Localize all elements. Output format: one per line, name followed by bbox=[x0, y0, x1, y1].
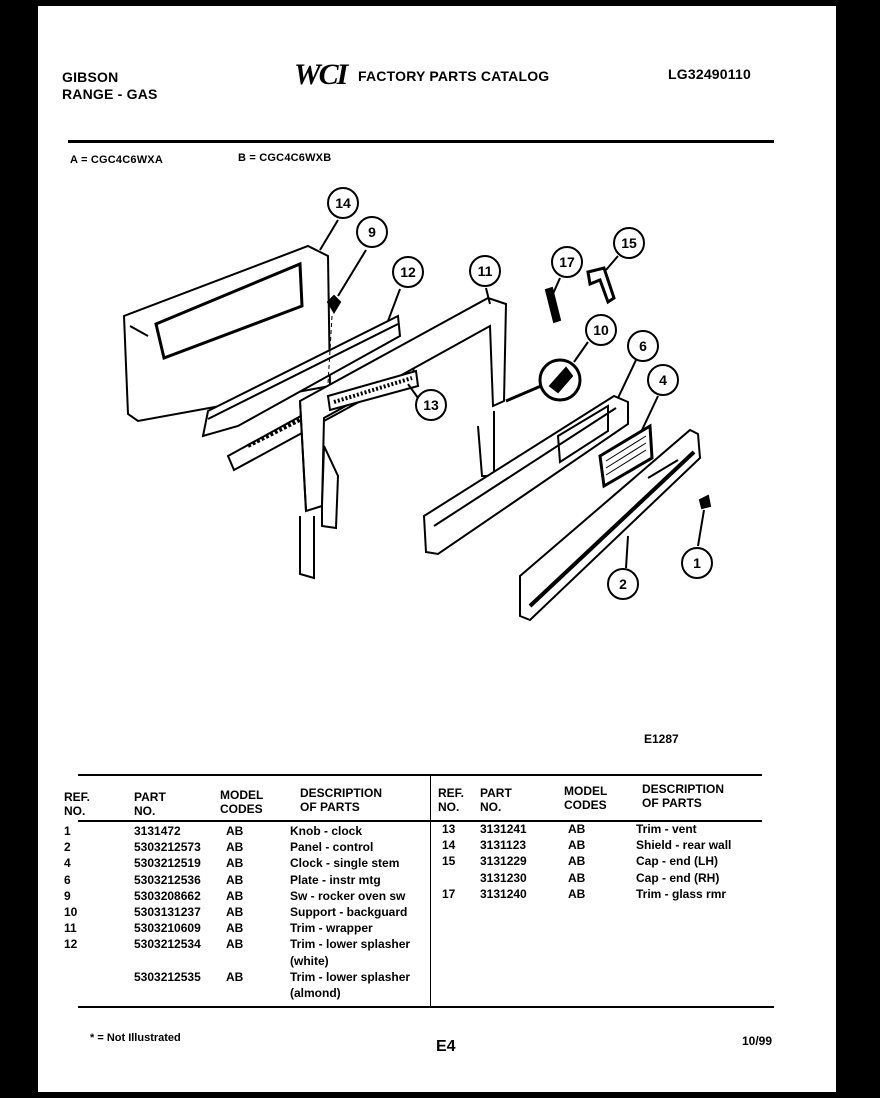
catalog-page bbox=[38, 6, 836, 1092]
table-row-desc: Sw - rocker oven sw bbox=[290, 888, 406, 903]
col-ref-header-right: REF. bbox=[438, 786, 465, 800]
model-b-label: B = CGC4C6WXB bbox=[238, 152, 332, 164]
col-model-header-2: CODES bbox=[220, 802, 263, 816]
table-row-codes: AB bbox=[568, 838, 586, 853]
end-cap-part bbox=[588, 268, 614, 302]
table-row-part: 5303131237 bbox=[134, 905, 201, 919]
table-row-ref: 14 bbox=[442, 838, 456, 853]
table-row-desc: Panel - control bbox=[290, 840, 374, 855]
table-bottom-rule bbox=[78, 1006, 774, 1008]
svg-text:11: 11 bbox=[477, 263, 493, 279]
table-row-desc: Trim - wrapper bbox=[290, 921, 373, 936]
col-desc-header-2: OF PARTS bbox=[300, 800, 360, 814]
table-row-desc: Trim - lower splasher bbox=[290, 969, 411, 984]
table-row-part: 5303212573 bbox=[134, 840, 201, 855]
col-part-header-2: NO. bbox=[134, 804, 156, 818]
page-number: E4 bbox=[436, 1038, 456, 1055]
table-row-codes: AB bbox=[568, 822, 586, 836]
table-row-part: 3131240 bbox=[480, 886, 527, 901]
svg-text:17: 17 bbox=[559, 254, 575, 270]
callout-2 bbox=[608, 536, 638, 599]
table-row-part: 5303210609 bbox=[134, 921, 201, 936]
figure-code: E1287 bbox=[644, 732, 679, 746]
model-a-label: A = CGC4C6WXA bbox=[70, 154, 163, 166]
table-row-part: 5303212535 bbox=[134, 969, 201, 984]
table-row-desc: Trim - glass rmr bbox=[636, 886, 727, 901]
brand-name: GIBSON bbox=[62, 69, 119, 85]
table-row-codes: AB bbox=[226, 888, 244, 903]
callout-12 bbox=[388, 257, 423, 321]
svg-text:10: 10 bbox=[593, 322, 609, 338]
table-row-desc: Plate - instr mtg bbox=[290, 872, 381, 887]
support-backguard-part bbox=[506, 360, 580, 401]
table-row-codes: AB bbox=[568, 854, 586, 869]
svg-text:2: 2 bbox=[619, 576, 627, 592]
svg-text:1: 1 bbox=[693, 555, 701, 571]
svg-text:6: 6 bbox=[639, 338, 647, 354]
table-row-desc: Trim - vent bbox=[636, 822, 697, 836]
table-row-desc: Cap - end (RH) bbox=[636, 870, 720, 885]
table-row-part: 3131230 bbox=[480, 870, 527, 885]
table-row-part: 5303208662 bbox=[134, 888, 201, 903]
table-row-desc: (white) bbox=[290, 953, 329, 968]
callout-9 bbox=[338, 217, 387, 296]
svg-text:4: 4 bbox=[659, 372, 667, 388]
col-model-header: MODEL bbox=[220, 788, 264, 802]
not-illustrated-note: * = Not Illustrated bbox=[90, 1032, 181, 1044]
catalog-number: LG32490110 bbox=[668, 66, 751, 82]
col-ref-header-2: NO. bbox=[64, 804, 86, 818]
callout-10 bbox=[574, 315, 616, 362]
table-row-ref: 10 bbox=[64, 905, 78, 919]
table-row-ref: 11 bbox=[64, 921, 77, 936]
svg-text:13: 13 bbox=[423, 397, 439, 413]
table-row-codes: AB bbox=[226, 824, 244, 838]
catalog-title: FACTORY PARTS CATALOG bbox=[358, 68, 550, 84]
col-desc-header-right: DESCRIPTION bbox=[642, 782, 725, 796]
table-row-desc: Support - backguard bbox=[290, 905, 408, 919]
callout-15 bbox=[606, 228, 644, 270]
revision-date: 10/99 bbox=[742, 1034, 773, 1048]
callout-1 bbox=[682, 510, 712, 578]
exploded-parts-diagram bbox=[38, 6, 836, 766]
table-row-part: 3131472 bbox=[134, 824, 181, 838]
table-row-part: 5303212534 bbox=[134, 937, 201, 952]
table-row-codes: AB bbox=[226, 856, 244, 871]
callout-14 bbox=[320, 188, 358, 250]
table-row-ref: 9 bbox=[64, 888, 71, 903]
callout-17 bbox=[552, 247, 582, 296]
product-type: RANGE - GAS bbox=[62, 86, 158, 102]
table-row-desc: Trim - lower splasher bbox=[290, 937, 411, 952]
table-row-desc: (almond) bbox=[290, 986, 341, 1000]
table-row-part: 5303212536 bbox=[134, 872, 201, 887]
svg-text:15: 15 bbox=[621, 235, 637, 251]
table-row-codes: AB bbox=[226, 872, 244, 887]
clock-knob-part bbox=[700, 496, 710, 508]
table-row-ref: 2 bbox=[64, 840, 71, 855]
table-row-ref: 15 bbox=[442, 854, 456, 869]
table-top-rule bbox=[78, 774, 762, 776]
table-row-codes: AB bbox=[568, 886, 586, 901]
wci-logo: WCI bbox=[294, 58, 347, 91]
svg-text:14: 14 bbox=[335, 195, 351, 211]
table-row-codes: AB bbox=[226, 921, 244, 936]
col-desc-header-right-2: OF PARTS bbox=[642, 796, 702, 810]
table-row-codes: AB bbox=[568, 870, 586, 885]
col-part-header: PART bbox=[134, 790, 166, 804]
table-column-divider bbox=[430, 774, 431, 1006]
table-row-codes: AB bbox=[226, 840, 244, 855]
col-desc-header: DESCRIPTION bbox=[300, 786, 383, 800]
table-row-codes: AB bbox=[226, 937, 244, 952]
table-row-ref: 1 bbox=[64, 824, 71, 838]
table-row-codes: AB bbox=[226, 905, 244, 919]
table-row-codes: AB bbox=[226, 969, 244, 984]
col-part-header-right: PART bbox=[480, 786, 512, 800]
col-ref-header: REF. bbox=[64, 790, 91, 804]
callout-13 bbox=[408, 384, 446, 420]
svg-text:12: 12 bbox=[400, 264, 416, 280]
col-model-header-right-2: CODES bbox=[564, 798, 607, 812]
table-row-ref: 6 bbox=[64, 872, 71, 887]
table-row-desc: Knob - clock bbox=[290, 824, 363, 838]
col-ref-header-right-2: NO. bbox=[438, 800, 460, 814]
callout-11 bbox=[470, 256, 500, 304]
col-model-header-right: MODEL bbox=[564, 784, 608, 798]
svg-text:9: 9 bbox=[368, 224, 376, 240]
table-row-part: 3131241 bbox=[480, 822, 527, 836]
col-part-header-right-2: NO. bbox=[480, 800, 502, 814]
table-row-part: 3131229 bbox=[480, 854, 527, 869]
rear-wall-shield-part bbox=[124, 246, 330, 421]
table-row-ref: 4 bbox=[64, 856, 71, 871]
table-row-ref: 17 bbox=[442, 886, 456, 901]
table-row-part: 5303212519 bbox=[134, 856, 201, 871]
table-row-ref: 12 bbox=[64, 937, 78, 952]
table-row-desc: Clock - single stem bbox=[290, 856, 400, 871]
table-row-desc: Shield - rear wall bbox=[636, 838, 732, 853]
table-row-desc: Cap - end (LH) bbox=[636, 854, 718, 869]
table-row-ref: 13 bbox=[442, 822, 456, 836]
callout-4 bbox=[642, 365, 678, 430]
table-row-part: 3131123 bbox=[480, 838, 527, 853]
